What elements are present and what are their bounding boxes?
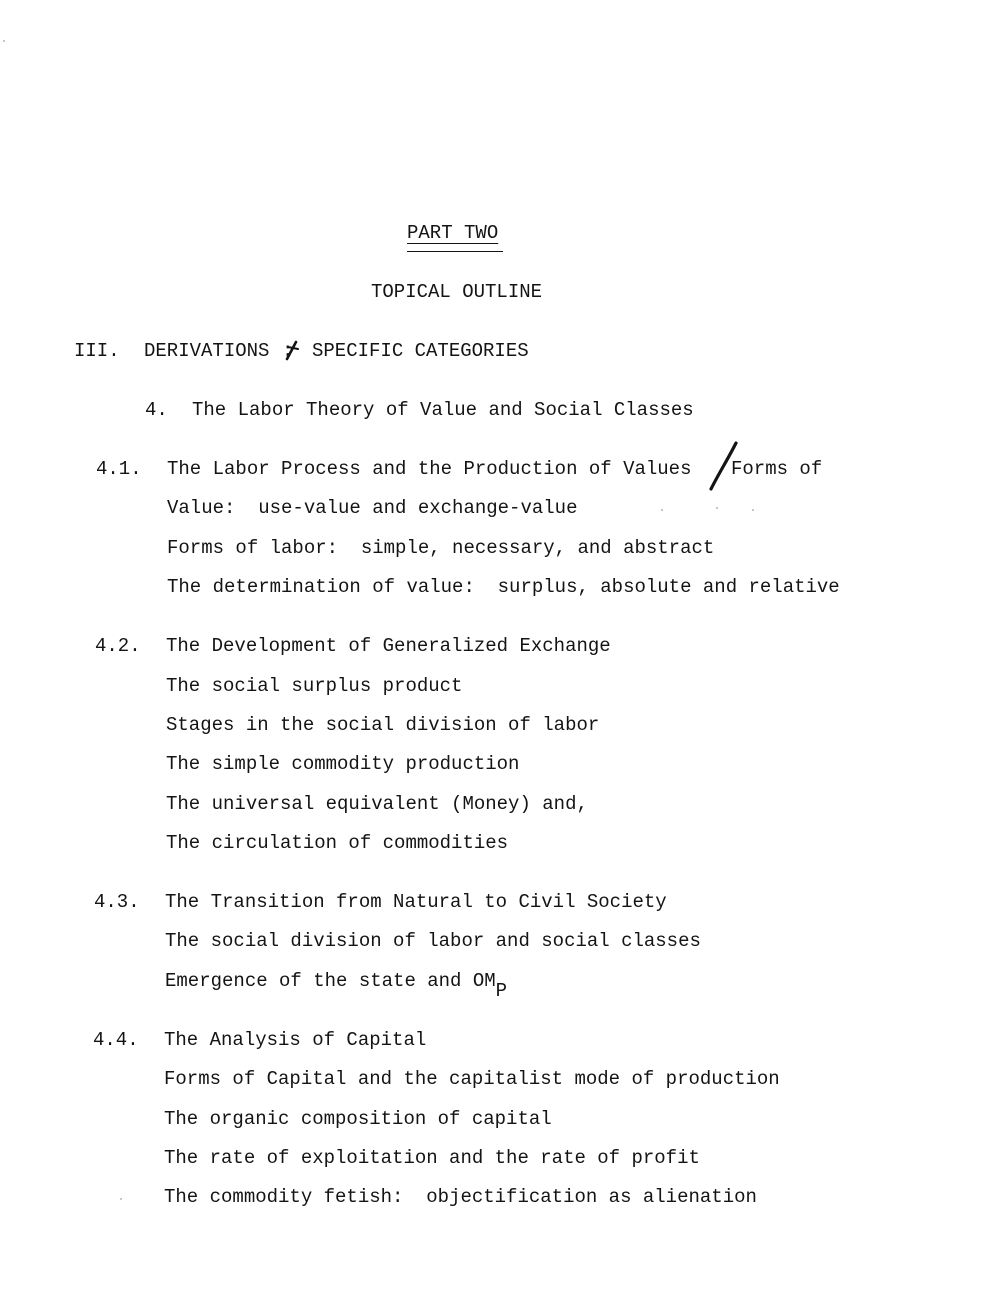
outline-line: The organic composition of capital — [164, 1108, 552, 1130]
subsection-number: 4.2. — [95, 635, 141, 657]
title-double-underline — [407, 251, 503, 252]
outline-line: The rate of exploitation and the rate of profit — [164, 1147, 700, 1169]
outline-line: The social division of labor and social classes — [165, 930, 701, 952]
outline-line: The determination of value: surplus, absolute and relative — [167, 576, 840, 598]
page-subtitle: TOPICAL OUTLINE — [371, 281, 543, 303]
section-heading-left: DERIVATIONS — [144, 340, 270, 362]
outline-line: Forms of labor: simple, necessary, and abstract — [167, 537, 715, 559]
outline-line: The circulation of commodities — [166, 832, 509, 854]
outline-line-text: Emergence of the state and OM — [165, 970, 496, 992]
chapter-title: The Labor Theory of Value and Social Classes — [192, 399, 694, 421]
outline-line: Stages in the social division of labor — [166, 714, 600, 736]
outline-line: The simple commodity production — [166, 753, 520, 775]
section-numeral: III. — [74, 340, 120, 362]
handwritten-strike-mark — [280, 338, 302, 362]
subsection-number: 4.3. — [94, 891, 140, 913]
part-title: PART TWO — [407, 222, 499, 244]
subsection-title: The Analysis of Capital — [164, 1029, 427, 1051]
section-heading-right: SPECIFIC CATEGORIES — [312, 340, 529, 362]
section-heading-mark: : — [282, 340, 294, 362]
chapter-number: 4. — [145, 399, 168, 421]
subscript-p: P — [495, 980, 508, 1002]
subsection-title-continued: Forms of — [731, 458, 823, 480]
subsection-title: The Transition from Natural to Civil Society — [165, 891, 667, 913]
subsection-title: The Labor Process and the Production of Values — [167, 458, 692, 480]
outline-line: The universal equivalent (Money) and, — [166, 793, 588, 815]
subsection-title: The Development of Generalized Exchange — [166, 635, 611, 657]
outline-line: Forms of Capital and the capitalist mode of production — [164, 1068, 780, 1090]
outline-line: The commodity fetish: objectification as alienation — [164, 1186, 757, 1208]
outline-line: The social surplus product — [166, 675, 463, 697]
subsection-number: 4.1. — [96, 458, 142, 480]
subsection-number: 4.4. — [93, 1029, 139, 1051]
outline-line — [165, 970, 508, 1002]
outline-line: Value: use-value and exchange-value — [167, 497, 578, 519]
